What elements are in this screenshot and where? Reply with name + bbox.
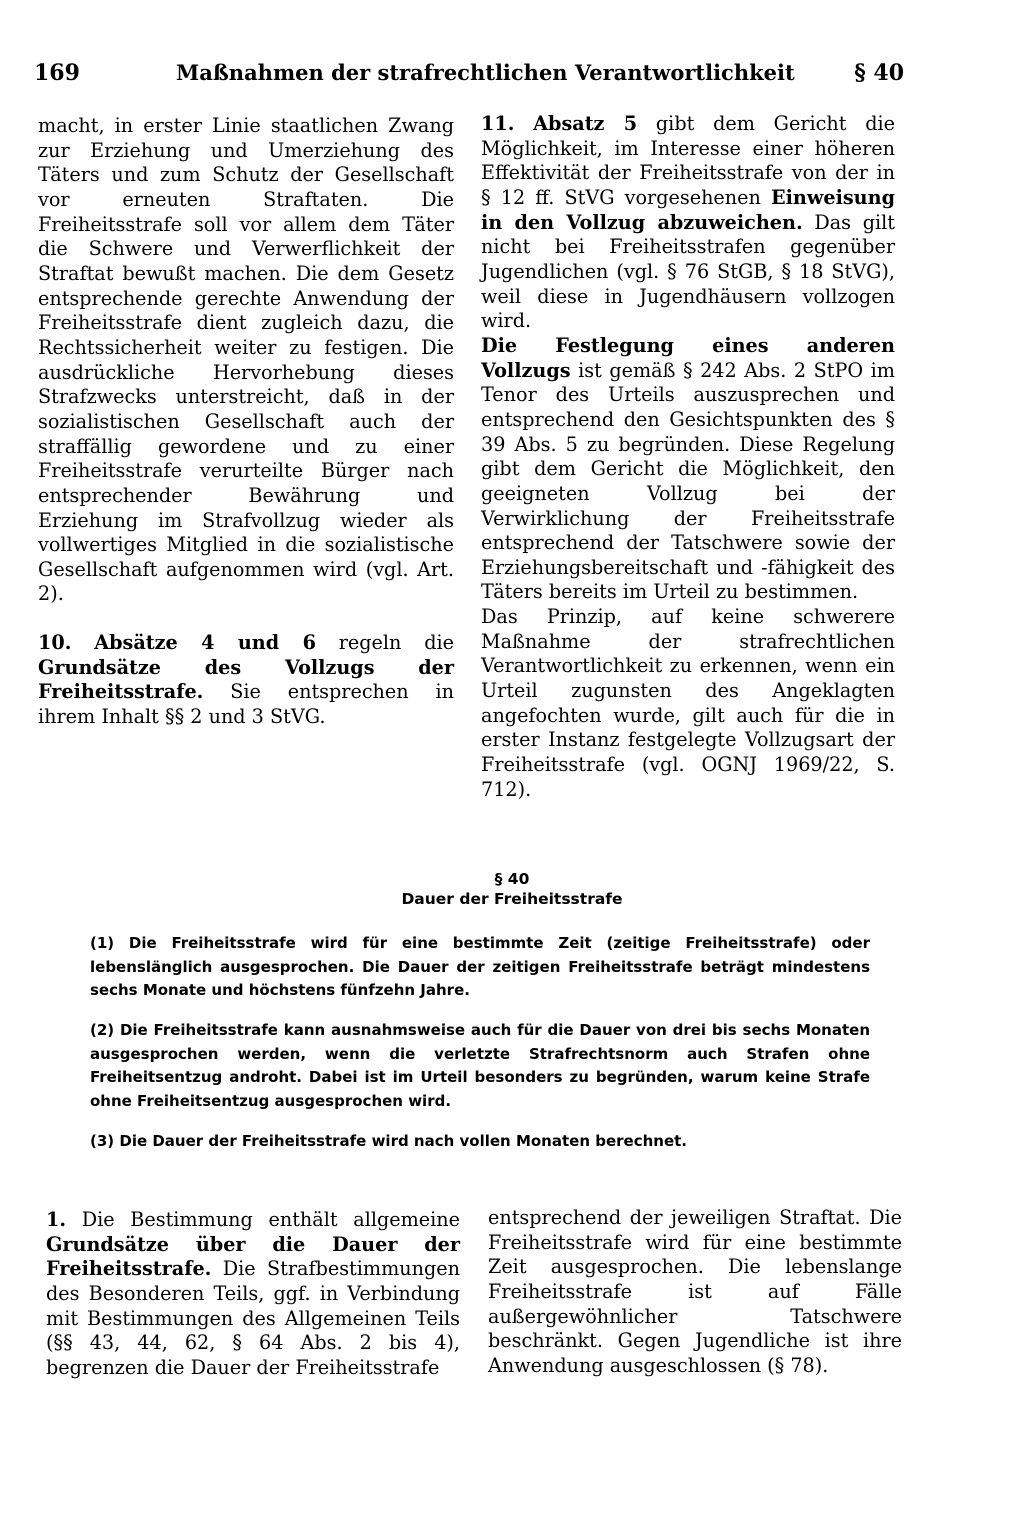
commentary-paragraph-11	[481, 112, 895, 334]
law-paragraph-2: (2) Die Freiheitsstrafe kann ausnahmsweise auch für die Dauer von drei bis sechs Monaten ausgesprochen werden, wenn die verletzte Strafrechtsnorm auch Strafen ohne Freiheitsentzug androht. Dabei ist im Urteil besonders zu begründen, warum keine Strafe ohne Freiheitsentzug ausgesprochen wird.	[90, 1021, 870, 1110]
bold-term: Absätze 4 und 6	[94, 631, 316, 655]
header-section-ref: § 40	[854, 60, 904, 86]
section-title: Dauer der Freiheitsstrafe	[401, 890, 623, 908]
commentary-bottom-left-column	[46, 1208, 460, 1381]
paragraph-text: Die Bestimmung enthält allgemeine	[66, 1208, 460, 1231]
paragraph-text: gibt dem Gericht die Möglichkeit, im Interesse einer höheren Effektivität der Freiheitsstrafe von der in § 12 ff. StVG vorgesehenen	[481, 112, 895, 209]
commentary-paragraph-11-part-3: Das Prinzip, auf keine schwerere Maßnahme der strafrechtlichen Verantwortlichkeit zu erkennen, wenn ein Urteil zugunsten des Angeklagten angefochten wurde, gilt auch für die in erster Instanz festgelegte Vollzugsart der Freiheitsstrafe (vgl. OGNJ 1969/22, S. 712).	[481, 605, 895, 801]
bold-term: Einweisung in den Vollzug abzuweichen.	[481, 185, 895, 234]
paragraph-number: 10.	[38, 631, 72, 655]
commentary-top-right-column	[481, 112, 895, 802]
commentary-paragraph-9-continued: macht, in erster Linie staatlichen Zwang zur Erziehung und Umerziehung des Täters und zum Schutz der Gesellschaft vor erneuten Straftaten. Die Freiheitsstrafe soll vor allem dem Täter die Schwere und Verwerflichkeit der Straftat bewußt machen. Die dem Gesetz entsprechende gerechte Anwendung der Freiheitsstrafe dient zugleich dazu, die Rechtssicherheit weiter zu festigen. Die ausdrückliche Hervorhebung dieses Strafzwecks unterstreicht, daß in der sozialistischen Gesellschaft auch der straffällig gewordene und zu einer Freiheitsstrafe verurteilte Bürger nach entsprechender Bewährung und Erziehung im Strafvollzug wieder als vollwertiges Mitglied in die sozialistische Gesellschaft aufgenommen wird (vgl. Art. 2).	[38, 114, 454, 606]
paragraph-number: 1.	[46, 1208, 67, 1231]
law-paragraph-3: (3) Die Dauer der Freiheitsstrafe wird nach vollen Monaten berechnet.	[90, 1132, 688, 1150]
commentary-bottom-right-column	[488, 1206, 902, 1379]
paragraph-text: ist gemäß § 242 Abs. 2 StPO im Tenor des Urteils auszusprechen und entsprechend den Gesichtspunkten des § 39 Abs. 5 zu begründen. Diese Regelung gibt dem Gericht die Möglichkeit, den geeigneten Vollzug bei der Verwirklichung der Freiheitsstrafe entsprechend der Tatschwere sowie der Erziehungsbereitschaft und -fähigkeit des Täters bereits im Urteil zu bestimmen.	[481, 358, 895, 604]
commentary-paragraph-1-continued: entsprechend der jeweiligen Straftat. Die Freiheitsstrafe wird für eine bestimmte Zeit ausgesprochen. Die lebenslange Freiheitsstrafe ist auf Fälle außergewöhnlicher Tatschwere beschränkt. Gegen Jugendliche ist ihre Anwendung ausgeschlossen (§ 78).	[488, 1206, 902, 1377]
paragraph-text: regeln die	[315, 631, 454, 655]
running-title: Maßnahmen der strafrechtlichen Verantwortlichkeit	[176, 60, 795, 85]
paragraph-text: Die Strafbestimmungen des Besonderen Teils, ggf. in Verbindung mit Bestimmungen des Allgemeinen Teils (§§ 43, 44, 62, § 64 Abs. 2 bis 4), begrenzen die Dauer der Freiheitsstrafe	[46, 1257, 460, 1379]
bold-term: Grundsätze über die Dauer der Freiheitsstrafe.	[46, 1232, 460, 1281]
commentary-top-left-column	[38, 114, 454, 730]
law-paragraph-1: (1) Die Freiheitsstrafe wird für eine bestimmte Zeit (zeitige Freiheitsstrafe) oder lebenslänglich ausgesprochen. Die Dauer der zeitigen Freiheitsstrafe beträgt mindestens sechs Monate und höchstens fünfzehn Jahre.	[90, 934, 870, 999]
commentary-paragraph-10	[38, 631, 454, 730]
running-header	[34, 60, 904, 92]
paragraph-text: Sie entsprechen in ihrem Inhalt §§ 2 und 3 StVG.	[38, 680, 454, 729]
commentary-paragraph-1	[46, 1208, 460, 1381]
paragraph-number: 11.	[481, 112, 515, 135]
commentary-paragraph-11-part-2	[481, 334, 895, 605]
bold-term: Die Festlegung eines anderen Vollzugs	[481, 333, 895, 382]
bold-term: Grundsätze des Vollzugs der Freiheitsstrafe.	[38, 655, 454, 704]
bold-term: Absatz 5	[533, 112, 638, 135]
section-number: § 40	[494, 870, 530, 888]
paragraph-text: Das gilt nicht bei Freiheitsstrafen gegenüber Jugendlichen (vgl. § 76 StGB, § 18 StVG), weil diese in Jugendhäusern vollzogen wird.	[481, 210, 895, 333]
page-number: 169	[34, 60, 80, 86]
